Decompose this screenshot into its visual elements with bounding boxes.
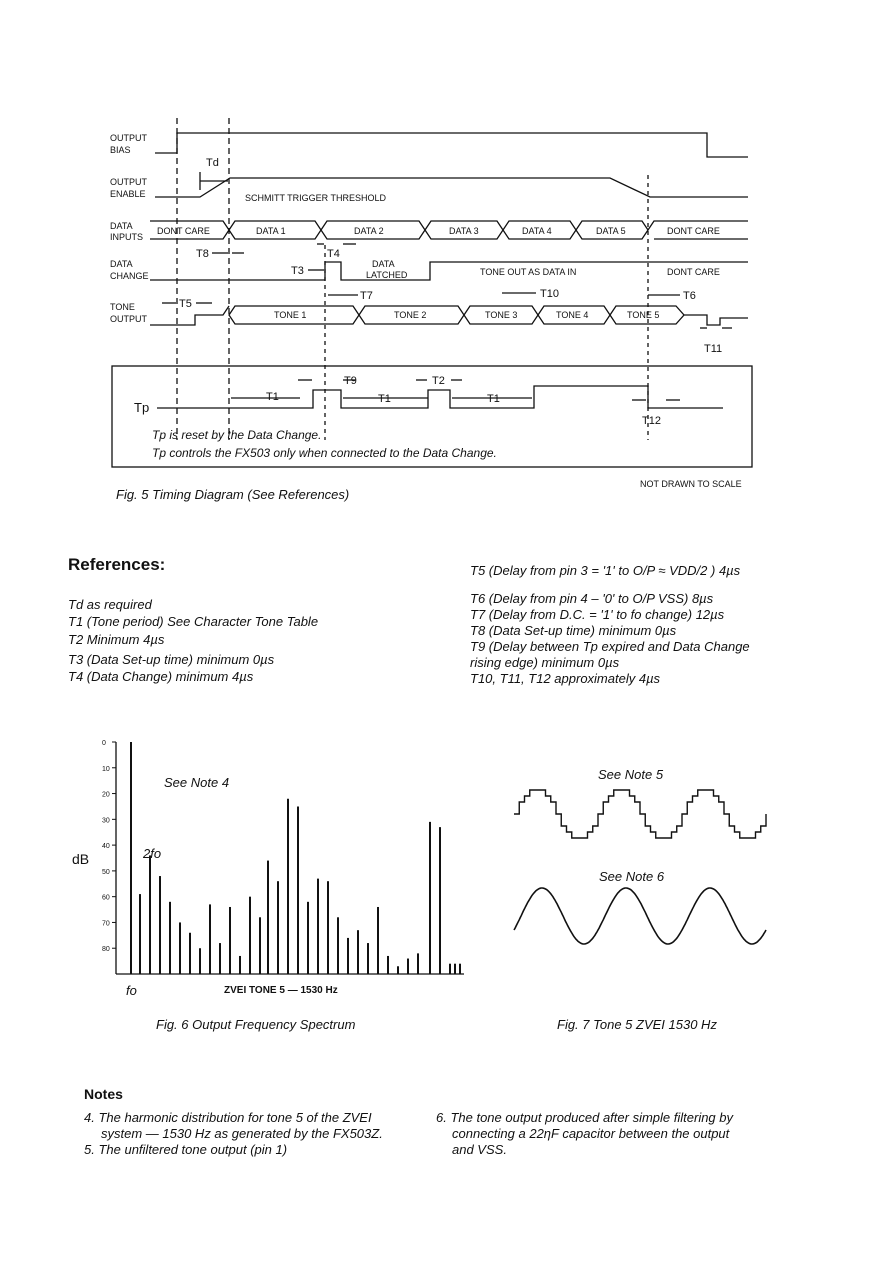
spectrum-note: See Note 4 <box>164 775 230 790</box>
signal-labels <box>110 133 149 324</box>
spectrum-ylabel: dB <box>72 851 90 867</box>
change-dont-care: DONT CARE <box>667 267 720 277</box>
t12-label: T12 <box>642 415 661 427</box>
spectrum-y-tick-label: 20 <box>102 791 110 799</box>
spectrum-xlabel: ZVEI TONE 5 — 1530 Hz <box>224 985 338 996</box>
spectrum-2fo-label: 2fo <box>143 846 162 861</box>
note-left-0: 4. The harmonic distribution for tone 5 of the ZVEI <box>84 1110 372 1125</box>
data-seg-5: DATA 5 <box>596 226 626 236</box>
notes-right <box>436 1110 733 1158</box>
tone-seg-4: TONE 4 <box>556 310 589 320</box>
tone-seg-2: TONE 2 <box>394 310 427 320</box>
t2-label: T2 <box>432 375 445 387</box>
note-right-0: 6. The tone output produced after simple filtering by <box>436 1110 734 1125</box>
spectrum-y-tick-label: 60 <box>102 894 110 902</box>
t1-label-a: T1 <box>266 391 279 403</box>
data-seg-1: DATA 1 <box>256 226 286 236</box>
t11-label: T11 <box>704 343 723 355</box>
t6-label: T6 <box>683 290 696 302</box>
ref-right-3: T8 (Data Set-up time) minimum 0µs <box>470 623 677 638</box>
schmitt-label: SCHMITT TRIGGER THRESHOLD <box>245 193 387 203</box>
t7-label: T7 <box>360 290 373 302</box>
tp-note-1: Tp is reset by the Data Change. <box>152 428 322 442</box>
notes-heading: Notes <box>84 1086 123 1102</box>
label-data-change-2: CHANGE <box>110 271 149 281</box>
timing-diagram <box>0 0 888 520</box>
data-seg-4: DATA 4 <box>522 226 552 236</box>
label-output-enable-1: OUTPUT <box>110 177 147 187</box>
ref-left-3: T3 (Data Set-up time) minimum 0µs <box>68 652 275 667</box>
spectrum-chart <box>60 730 480 1040</box>
spectrum-y-tick-label: 70 <box>102 920 110 928</box>
label-data-change-1: DATA <box>110 259 133 269</box>
fig7-caption: Fig. 7 Tone 5 ZVEI 1530 Hz <box>557 1017 717 1032</box>
note5-label: See Note 5 <box>598 767 664 782</box>
t8-label: T8 <box>196 248 209 260</box>
output-bias-waveform <box>155 133 748 157</box>
change-data: DATA <box>372 259 395 269</box>
tone-seg-5: TONE 5 <box>627 310 660 320</box>
t9-label: T9 <box>344 375 357 387</box>
spectrum-y-tick-label: 30 <box>102 817 110 825</box>
label-data-inputs-1: DATA <box>110 221 133 231</box>
t4-label: T4 <box>327 248 340 260</box>
data-change-waveform <box>150 262 748 280</box>
notes-left <box>84 1110 383 1158</box>
ref-right-2: T7 (Delay from D.C. = '1' to fo change) 12µs <box>470 607 725 622</box>
note-right-1: connecting a 22ηF capacitor between the output <box>452 1126 730 1141</box>
label-data-inputs-2: INPUTS <box>110 232 144 242</box>
ref-left-2: T2 Minimum 4µs <box>68 632 165 647</box>
note-right-2: and VSS. <box>452 1142 507 1157</box>
note-left-2: 5. The unfiltered tone output (pin 1) <box>84 1142 288 1157</box>
ref-left-4: T4 (Data Change) minimum 4µs <box>68 669 254 684</box>
spectrum-y-tick-label: 0 <box>102 740 106 747</box>
references-right <box>470 563 750 687</box>
t1-label-c: T1 <box>487 393 500 405</box>
fig6-caption: Fig. 6 Output Frequency Spectrum <box>156 1017 356 1032</box>
ref-right-4: T9 (Delay between Tp expired and Data Change <box>470 639 750 654</box>
t3-label: T3 <box>291 265 304 277</box>
td-label: Td <box>206 157 219 169</box>
label-output-bias-2: BIAS <box>110 145 131 155</box>
tone-seg-3: TONE 3 <box>485 310 518 320</box>
ref-right-1: T6 (Delay from pin 4 – '0' to O/P VSS) 8µs <box>470 591 714 606</box>
tp-label: Tp <box>134 400 150 415</box>
ref-right-0: T5 (Delay from pin 3 = '1' to O/P ≈ VDD/2 ) 4µs <box>470 563 741 578</box>
references-left <box>68 597 318 686</box>
spectrum-y-tick-label: 40 <box>102 843 110 851</box>
spectrum-fo-label: fo <box>126 983 137 998</box>
ref-left-1: T1 (Tone period) See Character Tone Table <box>68 614 319 629</box>
t10-label: T10 <box>540 288 559 300</box>
ref-right-5: rising edge) minimum 0µs <box>470 655 620 670</box>
note6-label: See Note 6 <box>599 869 665 884</box>
label-tone-output-2: OUTPUT <box>110 314 147 324</box>
change-latched: LATCHED <box>366 270 408 280</box>
fig5-caption: Fig. 5 Timing Diagram (See References) <box>116 487 350 502</box>
label-output-enable-2: ENABLE <box>110 189 146 199</box>
spectrum-y-tick-label: 80 <box>102 946 110 954</box>
data-seg-0: DONT CARE <box>157 226 210 236</box>
label-tone-output-1: TONE <box>110 302 135 312</box>
data-seg-3: DATA 3 <box>449 226 479 236</box>
label-output-bias-1: OUTPUT <box>110 133 147 143</box>
tp-note-2: Tp controls the FX503 only when connected to the Data Change. <box>152 446 497 460</box>
t1-label-b: T1 <box>378 393 391 405</box>
spectrum-y-tick-label: 50 <box>102 868 110 876</box>
tp-waveform <box>157 386 723 408</box>
references-heading: References: <box>68 555 166 574</box>
change-tone-out: TONE OUT AS DATA IN <box>480 267 577 277</box>
not-to-scale: NOT DRAWN TO SCALE <box>640 479 742 489</box>
t5-label: T5 <box>179 298 192 310</box>
output-enable-waveform <box>155 178 748 197</box>
filtered-sine-waveform <box>514 888 766 944</box>
note-left-1: system — 1530 Hz as generated by the FX503Z. <box>101 1126 383 1141</box>
ref-right-6: T10, T11, T12 approximately 4µs <box>470 671 661 686</box>
data-seg-6: DONT CARE <box>667 226 720 236</box>
spectrum-y-tick-label: 10 <box>102 765 110 773</box>
tone-seg-1: TONE 1 <box>274 310 307 320</box>
tone-waveforms <box>500 760 790 1040</box>
ref-left-0: Td as required <box>68 597 152 612</box>
unfiltered-step-waveform <box>514 790 766 838</box>
data-seg-2: DATA 2 <box>354 226 384 236</box>
